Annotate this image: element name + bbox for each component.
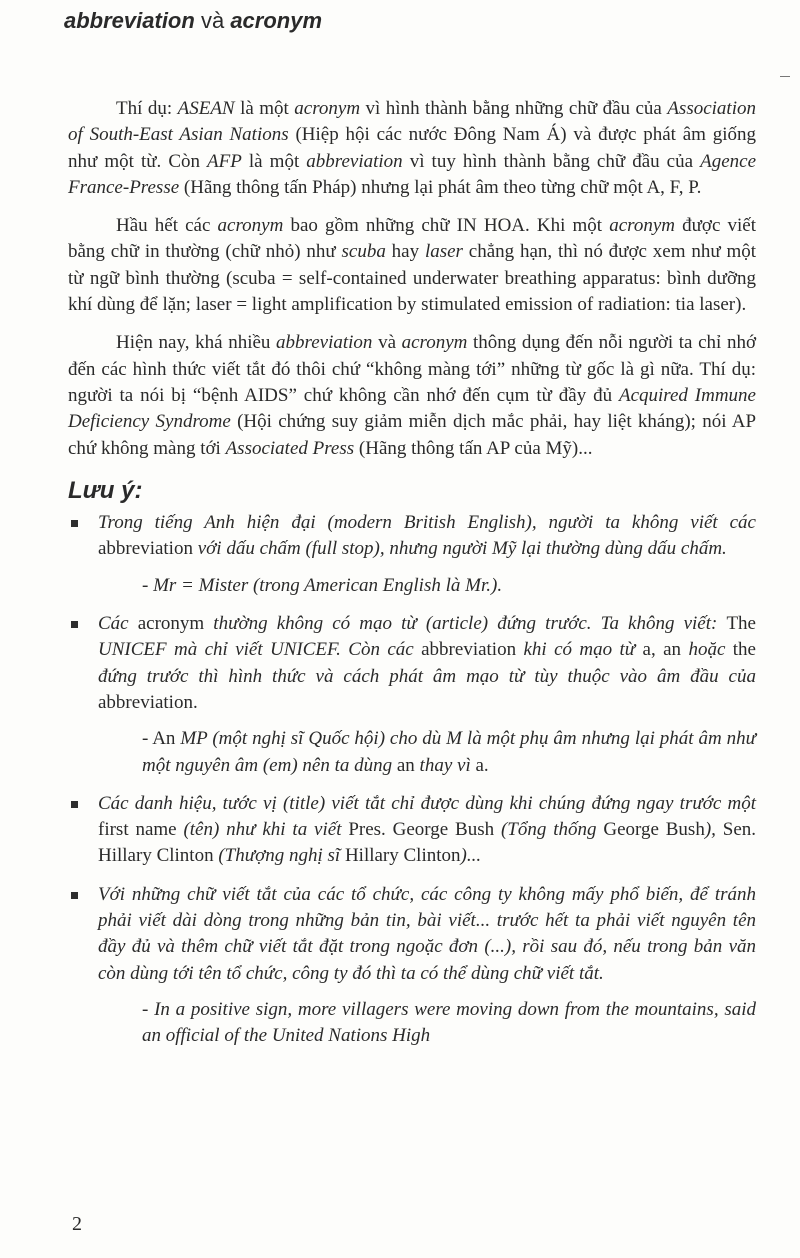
text-run: Hiện nay, khá nhiều	[116, 332, 277, 354]
note-example	[142, 726, 756, 779]
text-run: hoặc	[681, 639, 733, 661]
roman-term: a, an	[642, 639, 682, 661]
text-run: Thí dụ:	[116, 98, 178, 119]
note-list	[68, 510, 756, 1049]
note-item	[68, 611, 756, 779]
roman-term: abbreviation	[421, 639, 517, 661]
text-run: được viết bằng chữ in thường (chữ nhỏ) như	[68, 215, 756, 263]
roman-term: acronym	[137, 613, 205, 635]
text-run: (Hãng thông tấn Pháp) nhưng lại phát âm theo từng chữ một A, F, P.	[179, 176, 702, 198]
text-run: vì tuy hình thành bằng chữ đầu của	[402, 150, 701, 172]
italic-term: Associated Press	[225, 437, 355, 459]
text-run: khi có mạo từ	[516, 639, 643, 661]
italic-term: AFP	[207, 150, 242, 172]
roman-term: the	[732, 639, 756, 661]
running-header	[64, 8, 322, 34]
note-item	[68, 510, 756, 599]
text-run: Hầu hết các	[116, 215, 218, 237]
text-run: (Tổng thống	[494, 819, 604, 841]
text-run: và	[372, 332, 402, 354]
italic-term: ASEAN	[177, 98, 235, 119]
text-run: với dấu chấm (full stop), nhưng người Mỹ lại thường dùng dấu chấm.	[192, 538, 727, 560]
roman-term: abbreviation	[98, 538, 193, 560]
note-text	[98, 510, 756, 563]
roman-term: Pres. George Bush	[348, 819, 495, 841]
page-number: 2	[72, 1213, 82, 1235]
italic-term: Agence France-Presse	[68, 150, 756, 198]
text-run: )...	[460, 845, 482, 867]
text-run: Với những chữ viết tắt của các tổ chức, các công ty không mấy phổ biến, để tránh phải viết dài dòng trong những bản tin, bài viết... trước hết ta phải viết nguyên tên đầy đủ và thêm chữ viết tắt đặt trong ngoặc đơn (...), rồi sau đó, nếu trong bản văn còn dùng tới tên tổ chức, công ty đó thì ta có thể dùng chữ viết tắt.	[98, 883, 756, 984]
text-run: (tên) như khi ta viết	[176, 819, 349, 841]
text-run: Các danh hiệu, tước vị (title) viết tắt chỉ được dùng khi chúng đứng ngay trước một	[98, 792, 756, 814]
text-run: vì hình thành bằng những chữ đầu của	[360, 98, 668, 119]
text-run: thông dụng đến nỗi người ta chỉ nhớ đến các hình thức viết tắt đó thôi chứ “không màng tới” những từ gốc là gì nữa. Thí dụ: người ta nói bị “bệnh AIDS” chứ không cần nhớ đến cụm từ đầy đủ	[68, 332, 756, 406]
body-paragraphs	[68, 96, 756, 462]
text-run: Trong tiếng Anh hiện đại (modern British English), người ta không viết các	[98, 512, 756, 534]
note-item	[68, 882, 756, 1050]
text-run: UNICEF mà chỉ viết UNICEF. Còn các	[98, 639, 422, 661]
note-heading: Lưu ý:	[68, 476, 143, 504]
roman-term: - An	[142, 728, 176, 750]
italic-term: acronym	[609, 215, 675, 237]
text-run: - Mr = Mister (trong American English là Mr.).	[142, 574, 503, 596]
header-term-acronym: acronym	[230, 8, 323, 33]
text-run: đứng trước thì hình thức và cách phát âm mạo từ tùy thuộc vào âm đầu của	[98, 665, 756, 687]
text-run: Các	[98, 613, 138, 635]
square-bullet-icon	[71, 892, 78, 899]
text-run: bao gồm những chữ IN HOA. Khi một	[283, 215, 610, 237]
text-run: (Thượng nghị sĩ	[213, 845, 345, 867]
square-bullet-icon	[71, 801, 78, 808]
body-paragraph	[68, 213, 756, 318]
header-term-abbreviation: abbreviation	[64, 8, 195, 33]
roman-term: first name	[98, 819, 177, 841]
text-run: (Hội chứng suy giảm miễn dịch mắc phải, hay liệt kháng); nói AP chứ không màng tới	[68, 411, 757, 459]
text-run: (Hãng thông tấn AP của Mỹ)...	[354, 437, 593, 459]
body-paragraph	[68, 96, 756, 201]
italic-term: abbreviation	[276, 332, 373, 354]
roman-term: a.	[475, 754, 489, 776]
italic-term: scuba	[341, 241, 386, 263]
roman-term: The	[726, 613, 756, 635]
text-run: ),	[704, 819, 723, 841]
margin-tick	[780, 76, 790, 77]
italic-term: acronym	[294, 98, 361, 119]
italic-term: acronym	[401, 332, 468, 354]
italic-term: abbreviation	[306, 150, 403, 172]
text-run: là một	[241, 150, 307, 172]
note-item	[68, 791, 756, 870]
italic-term: Acquired Immune Deficiency Syndrome	[68, 384, 756, 433]
text-run: là một	[234, 98, 295, 119]
roman-term: Hillary Clinton	[344, 845, 461, 867]
text-run: MP (một nghị sĩ Quốc hội) cho dù M là một phụ âm nhưng lại phát âm như một nguyên âm (em) nên ta dùng	[142, 728, 756, 776]
text-run: hay	[385, 241, 425, 263]
text-run: - In a positive sign, more villagers were moving down from the mountains, said an official of the United Nations High	[142, 998, 756, 1047]
body-paragraph	[68, 330, 756, 461]
note-example	[142, 573, 756, 599]
text-run: (Hiệp hội các nước Đông Nam Á) và được phát âm giống như một từ. Còn	[68, 124, 756, 172]
text-run: thay vì	[414, 754, 476, 776]
header-conjunction: và	[200, 8, 225, 33]
square-bullet-icon	[71, 621, 78, 628]
italic-term: Association of South-East Asian Nations	[68, 98, 756, 146]
note-text	[98, 611, 756, 716]
roman-term: George Bush	[603, 819, 705, 841]
roman-term: abbreviation.	[98, 691, 198, 713]
roman-term: Sen. Hillary Clinton	[98, 819, 756, 867]
roman-term: an	[396, 754, 415, 776]
square-bullet-icon	[71, 520, 78, 527]
note-example	[142, 997, 756, 1050]
italic-term: laser	[424, 241, 463, 263]
text-run: thường không có mạo từ (article) đứng trước. Ta không viết:	[204, 613, 727, 635]
page-body	[68, 96, 756, 1062]
note-text	[98, 882, 756, 987]
italic-term: acronym	[217, 215, 284, 237]
text-run: chẳng hạn, thì nó được xem như một từ ngữ bình thường (scuba = self-contained underwater breathing apparatus: bình dưỡng khí dùng để lặn; laser = light amplification by stimulated emission of radiation: tia laser).	[68, 241, 757, 316]
note-text	[98, 791, 756, 870]
